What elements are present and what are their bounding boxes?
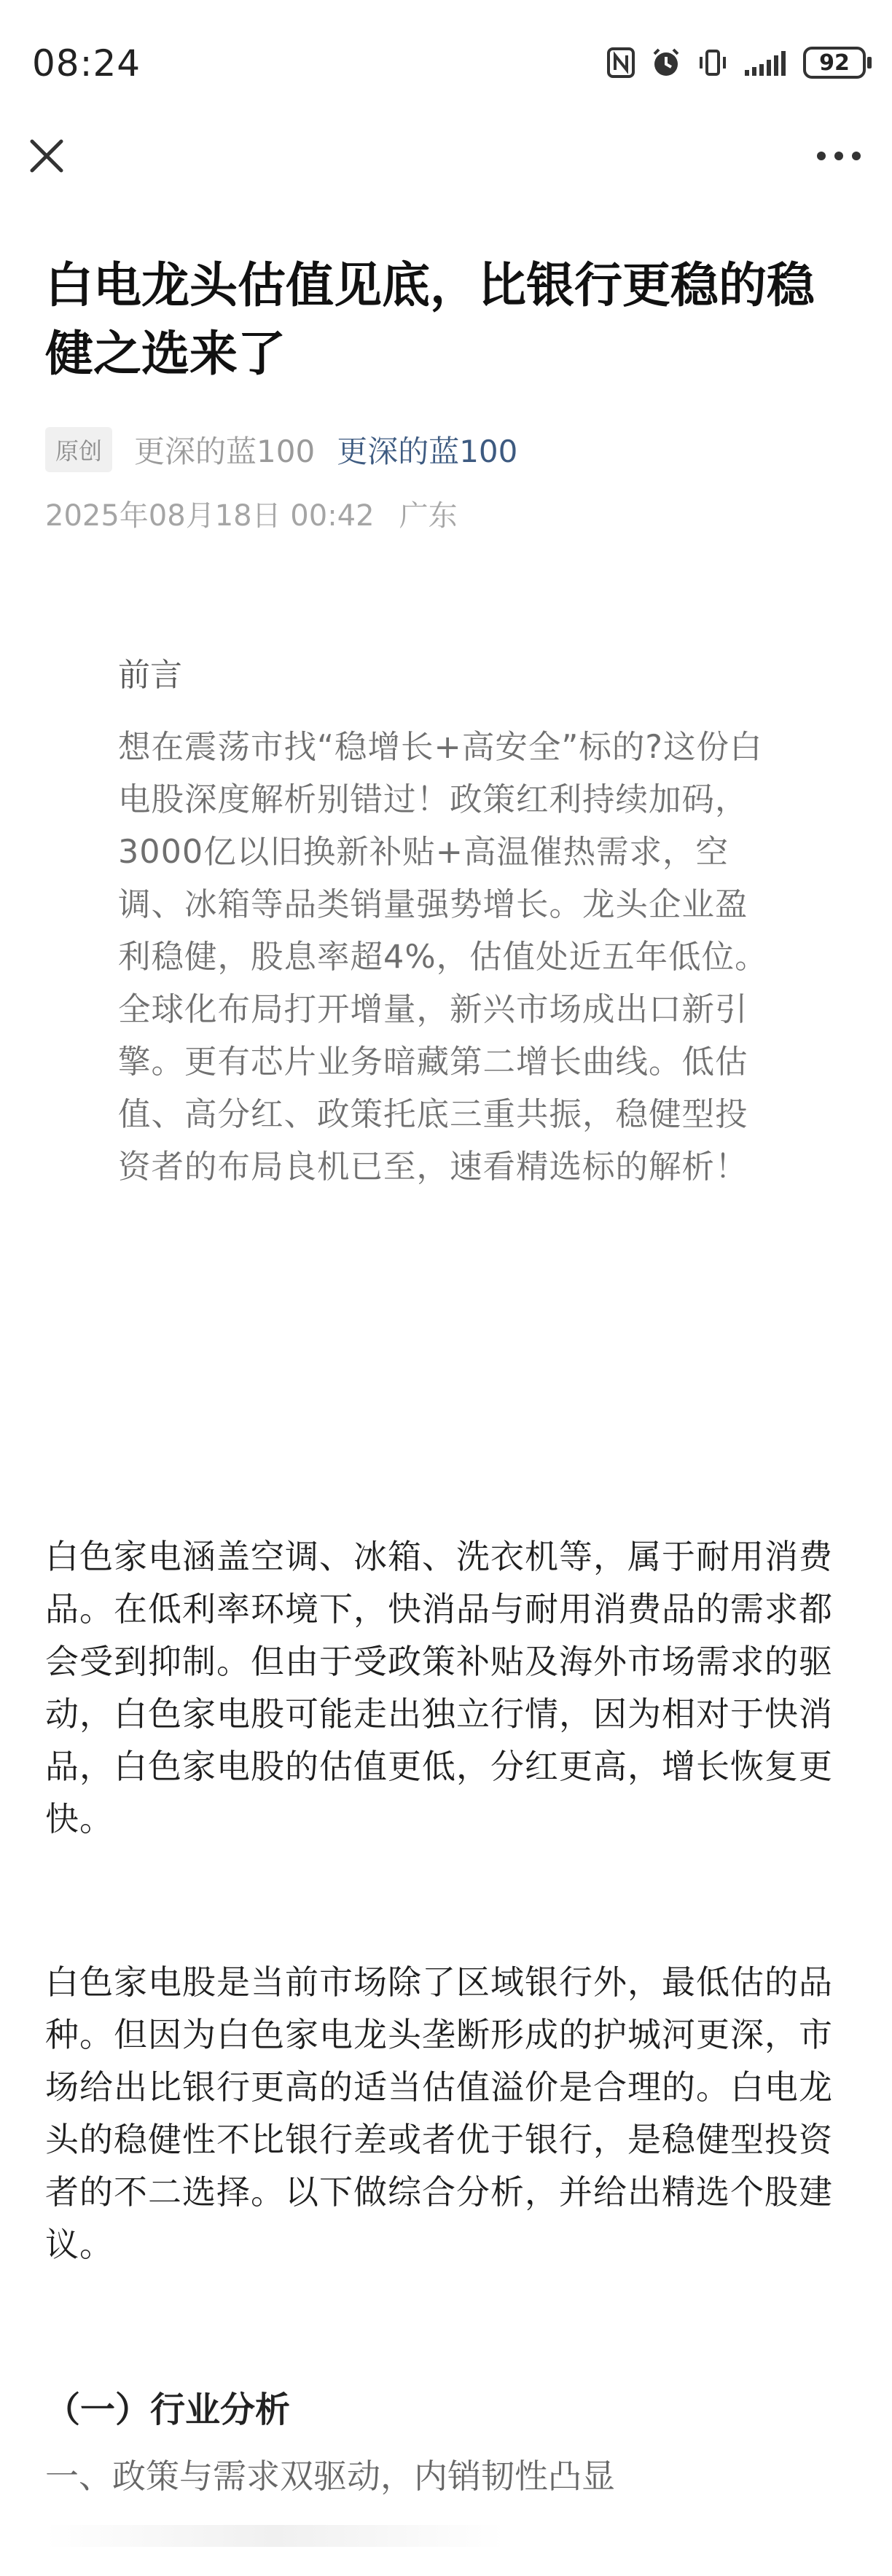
battery-level: 92 <box>819 50 850 76</box>
body-paragraph: 白色家电涵盖空调、冰箱、洗衣机等，属于耐用消费品。在低利率环境下，快消品与耐用消费品的需求都会受到抑制。但由于受政策补贴及海外市场需求的驱动，白色家电股可能走出独立行情，因为相对于快消品，白色家电股的估值更低，分红更高，增长恢复更快。 <box>45 1537 833 1839</box>
image-placeholder <box>45 2525 504 2547</box>
vibrate-icon <box>697 47 729 79</box>
publish-location: 广东 <box>399 499 458 533</box>
article-meta <box>45 426 517 473</box>
signal-icon <box>743 48 789 77</box>
original-badge: 原创 <box>45 427 112 472</box>
publish-info <box>45 493 458 534</box>
body-paragraph: 白色家电股是当前市场除了区域银行外，最低估的品种。但因为白色家电龙头垄断形成的护城河更深，市场给出比银行更高的适当估值溢价是合理的。白电龙头的稳健性不比银行差或者优于银行，是稳健型投资者的不二选择。以下做综合分析，并给出精选个股建议。 <box>45 1962 833 2264</box>
article-title: 白电龙头估值见底，比银行更稳的稳健之选来了 <box>45 257 815 382</box>
status-time: 08:24 <box>32 42 141 85</box>
preface-title: 前言 <box>118 657 182 694</box>
more-icon <box>815 143 863 169</box>
account-link[interactable]: 更深的蓝100 <box>337 434 518 469</box>
alarm-icon <box>650 47 682 79</box>
section-heading: （一）行业分析 <box>45 2389 291 2430</box>
status-bar <box>0 0 892 124</box>
close-icon <box>26 136 67 176</box>
more-button[interactable] <box>815 143 863 169</box>
battery-icon <box>803 47 866 79</box>
close-button[interactable] <box>26 136 67 176</box>
subsection-heading: 一、政策与需求双驱动，内销韧性凸显 <box>45 2456 615 2496</box>
status-icons <box>606 42 866 83</box>
author-name: 更深的蓝100 <box>134 434 316 469</box>
publish-date: 2025年08月18日 00:42 <box>45 499 375 533</box>
nfc-icon <box>606 47 635 79</box>
preface-body: 想在震荡市找“稳增长+高安全”标的?这份白电股深度解析别错过！政策红利持续加码，3000亿以旧换新补贴+高温催热需求，空调、冰箱等品类销量强势增长。龙头企业盈利稳健，股息率超4%，估值处近五年低位。全球化布局打开增量，新兴市场成出口新引擎。更有芯片业务暗藏第二增长曲线。低估值、高分红、政策托底三重共振，稳健型投资者的布局良机已至，速看精选标的解析！ <box>118 729 768 1186</box>
